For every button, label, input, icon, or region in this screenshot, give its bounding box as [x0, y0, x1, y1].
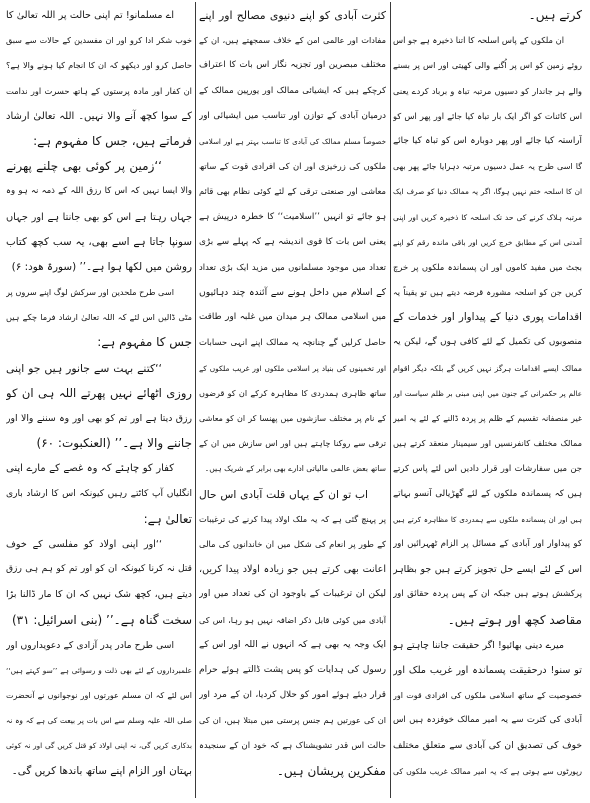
text-line: اعانت بھی کرتے ہیں جو زیادہ اولاد پیدا کریں، — [199, 564, 386, 576]
quote-line: ‘‘کتنے بہت سے جانور ہیں جو اپنی — [6, 361, 162, 375]
text-line: کے اسلام میں داخل ہونے سے آئندہ چند دہائیوں — [199, 287, 386, 299]
text-line: ممالک مختلف کانفرنسیں اور سیمینار منعقد کرتے ہیں — [393, 438, 582, 449]
quote-line: سونپا جاتا ہے اسے بھی، یہ سب کچھ کتاب — [6, 235, 192, 248]
text-line: درمیان آبادی کے توازن اور تناسب میں ایشیائی اور — [199, 110, 386, 121]
text-line: ملکوں کی زرخیزی اور ان کی افرادی قوت کے ساتھ — [199, 161, 386, 172]
text-line: اسی طرح ملحدین اور سرکش لوگ اپنے سروں پر — [6, 287, 174, 298]
quote-line: جہاں رہتا ہے اس کو بھی جانتا ہے اور جہاں — [6, 211, 192, 223]
text-line: آبادی کی کثرت سے یہ امیر ممالک خوفزدہ ہیں اس — [393, 715, 582, 726]
paragraph — [6, 280, 192, 356]
text-line: ہیں کہ پسماندہ ملکوں کے لئے گھڑیالی آنسو بہاتے — [393, 488, 582, 499]
column-divider — [195, 2, 196, 798]
text-line: گا اسی طرح یہ عمل دسیوں مرتبہ دہرایا جائے پھر بھی — [393, 162, 582, 172]
text-line: ممالک ایسے اقدامات ہرگز نہیں کریں گے بلکہ دیگر اقوام — [393, 363, 582, 373]
text-line: بدکاری کریں گی، نہ اپنی اولاد کو قتل کریں گی اور نہ کوئی — [6, 741, 192, 751]
quote-line: ‘‘اور اپنی اولاد کو مفلسی کے خوف — [6, 538, 162, 550]
text-line: منصوبوں کی تکمیل کے لئے کافی ہوں گے، لیکن یہ — [393, 337, 582, 348]
column-divider — [390, 2, 391, 798]
text-line: اسی طرح مادر پدر آزادی کے دعویداروں اور — [6, 639, 174, 651]
text-line: حاصل کرو اور دیکھو کہ ان کا انجام کیا ہونے والا ہے؟ — [6, 60, 192, 71]
text-line: خصوصیت کے ساتھ اسلامی ملکوں کی افرادی قوت اور — [393, 691, 582, 701]
paragraph — [393, 28, 582, 633]
text-line: پرکشش ہوتے ہیں جبکہ ان کے پس پردہ حقائق اور — [393, 589, 582, 600]
text-line: ساتھ بعض عالمی مالیاتی ادارے بھی برابر کے شریک ہیں۔ — [204, 464, 386, 474]
column-left — [6, 3, 192, 784]
text-line: حالت اس قدر تشویشناک ہے کہ خود ان کے سنجیدہ — [199, 740, 386, 751]
text-line: اقدامات پوری دنیا کے پیداوار اور خدمات کے — [393, 311, 582, 324]
text-line: کے نام پر مختلف سازشوں میں پھنسا کر ان کو معاشی — [199, 414, 386, 423]
quote-line: قتل نہ کرنا کیونکہ ان کو اور تم کو ہم ہی رزق — [6, 564, 192, 575]
text-line: کرتے ہیں۔ — [528, 8, 582, 22]
text-line: غیر منصفانہ تقسیم کے ظلم پر پردہ ڈالنے کے لئے یہ امیر — [393, 414, 582, 423]
paragraph — [393, 3, 582, 28]
text-line: رپورٹوں سے ہوتی ہے کہ یہ امیر ممالک غریب ملکوں کی — [393, 766, 582, 776]
text-line: والے ہر جاندار کو دسیوں مرتبہ تباہ و برباد کردے یعنی — [393, 85, 582, 96]
text-line: صلی اللہ علیہ وسلم سے اس بات پر بیعت کی ہے کہ وہ نہ — [6, 716, 192, 726]
text-line: قرار دیئے ہوئے امور کو حلال کردیا، ان کے مرد اور — [199, 690, 386, 701]
text-line: کریں جن کو اسلحہ مشورہ قرضہ دیتے ہیں تو یقیناً یہ — [393, 287, 582, 298]
text-line: کے سوا کچھ آنے والا نہیں۔ اللہ تعالیٰ ارشاد — [6, 110, 192, 122]
text-line: ان کا اسلحہ ختم نہیں ہوگا، اگر یہ ممالک دنیا کو صرف ایک — [393, 187, 582, 197]
quote-line: سخت گناہ ہے۔’’ (بنی اسرائیل: ۳۱) — [11, 612, 192, 627]
text-line: لیکن ان ترغیبات کے باوجود ان کی تعداد میں اور — [199, 589, 386, 600]
text-line: خوب شکر ادا کرو اور ان مفسدین کے حالات سے سبق — [6, 36, 192, 46]
text-line: میرے دینی بھائیو! اگر حقیقت جاننا چاہتے ہو — [393, 639, 564, 651]
text-line: ان ملکوں کے پاس اسلحہ کا اتنا ذخیرہ ہے جو اس — [393, 35, 564, 46]
text-line: مختلف مبصرین اور تجزیہ نگار اس بات کا اعتراف — [199, 60, 386, 71]
quote-line: ‘‘زمین پر کوئی بھی چلنے پھرنے — [6, 159, 162, 174]
paragraph — [6, 633, 192, 784]
text-line: جن میں سفارشات اور قرار دادیں اس لئے پاس کرتے — [393, 463, 582, 474]
text-line: ترقی سے روکنا چاہتے ہیں اور اس سازش میں ان کے — [199, 438, 386, 449]
text-line: مفادات اور عالمی امن کے خلاف سمجھتے ہیں، ان کے — [199, 35, 386, 46]
text-line: اب تو ان کے یہاں قلت آبادی اس حال — [199, 487, 368, 501]
text-line: تعداد میں موجود مسلمانوں میں مزید ایک بڑی تعداد — [199, 261, 386, 272]
text-line: اس کے لئے ایسے حل تجویز کرتے ہیں جو بظاہر — [393, 564, 582, 576]
text-line: یعنی اس بات کا قوی اندیشہ ہے کہ پہلے سے بڑی — [199, 236, 386, 247]
paragraph — [6, 3, 192, 154]
text-line: کرچکے ہیں کہ ایشیائی ممالک اور یورپین ممالک کے — [199, 85, 386, 96]
text-line: ان کفار اور مادہ پرستوں کے ہاتھ حسرت اور ندامت — [6, 85, 192, 96]
paragraph — [199, 3, 386, 482]
text-line: اس کائنات کو اگر ایک بار تباہ کیا جائے اور پھر اس کو — [393, 110, 582, 121]
paragraph — [393, 633, 582, 784]
text-line: بجٹ میں مفید کاموں اور ان پسماندہ ملکوں پر خرچ — [393, 261, 582, 272]
text-line: جس کا مفہوم ہے: — [97, 335, 192, 350]
text-line: خصوصاً مسلم ممالک کی آبادی کا تناسب بہتر ہے اور اسلامی — [199, 136, 386, 146]
text-line: مفکرین پریشان ہیں۔ — [276, 763, 386, 778]
quotation — [6, 532, 192, 633]
text-line: کے طور پر انعام کی شکل میں ان خاندانوں کی مالی — [199, 538, 386, 549]
text-line: اے مسلمانو! تم اپنی حالت پر اللہ تعالیٰ کا — [6, 10, 174, 21]
paragraph — [6, 456, 192, 532]
text-line: اس لئے کہ ان مسلم عورتوں اور نوجوانوں نے آنحضرت — [6, 691, 192, 701]
text-line: فرماتے ہیں، جس کا مفہوم ہے: — [33, 133, 192, 148]
text-line: آمدنی اس کے مطابق خرچ کریں اور باقی ماندہ رقم کو اپنے — [393, 237, 582, 247]
text-line: آبادی میں کوئی قابل ذکر اضافہ نہیں ہو رہا، اس کی — [199, 614, 386, 625]
quotation — [6, 356, 192, 457]
text-line: علمبرداروں کے لئے بھی ذلت و رسوائی ہے ’’سو کہتے ہیں‘‘ — [6, 665, 192, 675]
text-line: ہو جائے تو انہیں ’’اسلامیت‘‘ کا خطرہ درپیش ہے — [199, 211, 386, 222]
text-line: کثرت آبادی کو اپنے دنیوی مصالح اور اپنے — [199, 9, 386, 22]
text-line: ہیں اور ان پسماندہ ملکوں سے ہمدردی کا مظاہرہ کرتے ہیں — [393, 514, 582, 524]
quote-line: روشن میں لکھا ہوا ہے۔’’ (سورۃ ھود: ۶) — [11, 260, 192, 273]
text-line: مقاصد کچھ اور ہوتے ہیں۔ — [447, 612, 582, 627]
text-line: پر پہنچ گئی ہے کہ یہ ملک اولاد پیدا کرنے کی ترغیبات — [199, 513, 386, 524]
text-line: انگلیاں آپ کاٹتے رہیں کیونکہ اس کا ارشاد باری — [6, 488, 192, 499]
text-line: تعالیٰ ہے: — [143, 511, 192, 526]
text-line: رسول کی ہدایات کو پس پشت ڈالتے ہوئے حرام — [199, 664, 386, 675]
text-line: ان کی عورتیں ہم جنس پرستی میں مبتلا ہیں، ان کی — [199, 715, 386, 726]
text-line: ساتھ ظاہری ہمدردی کا مظاہرہ کرکے ان کو قرضوں — [199, 387, 386, 398]
quote-line: روزی اٹھائے نہیں پھرتے اللہ ہی ان کو — [6, 385, 192, 400]
text-line: کو پیداوار اور آبادی کے مسائل پر الزام ٹھہرائیں اور — [393, 538, 582, 549]
text-line: مٹی ڈالیں اس لئے کہ اللہ تعالیٰ ارشاد فرما چکے ہیں — [6, 312, 192, 323]
text-line: حاصل کرلیں گے چنانچہ یہ ممالک اپنے انہی حسابات — [199, 337, 386, 348]
text-line: مرتبہ ہلاک کرنے کی حد تک اسلحہ کا ذخیرہ کریں اور اپنی — [393, 212, 582, 222]
column-right — [393, 3, 582, 784]
text-line: عالم پر حکمرانی کے جنون میں اپنی مبنی بر ظلم سیاست اور — [393, 388, 582, 398]
text-line: تو سنو! درحقیقت پسماندہ اور غریب ملک اور — [393, 664, 582, 676]
text-line: ایک وجہ یہ بھی ہے کہ انہوں نے اللہ اور اس کے — [199, 639, 386, 650]
text-line: کفار کو چاہئے کہ وہ غصے کے مارے اپنی — [6, 463, 174, 475]
quotation — [6, 154, 192, 280]
quote-line: جاننے والا ہے۔’’ (العنکبوت: ۶۰) — [36, 436, 192, 451]
text-line: خوف کی تصدیق ان کی آبادی سے متعلق مختلف — [393, 740, 582, 752]
paragraph — [199, 482, 386, 784]
quote-line: والا ایسا نہیں کہ اس کا رزق اللہ کے ذمہ نہ ہو وہ — [6, 186, 192, 197]
text-line: بہتان اور الزام اپنے ساتھ باندھا کریں گی۔ — [11, 764, 192, 777]
text-line: میں اسلامی ممالک ہر میدان میں غلبہ اور طاقت — [199, 312, 386, 323]
quote-line: دیتے ہیں، کچھ شک نہیں کہ ان کا مار ڈالنا بڑا — [6, 589, 192, 601]
column-middle — [199, 3, 386, 784]
quote-line: رزق دیتا ہے اور تم کو بھی اور وہ سننے والا اور — [6, 413, 192, 424]
text-line: روئے زمین کو اس پر اُگنے والی کھیتی اور اس پر بسنے — [393, 60, 582, 71]
text-line: اور تخمینوں کی بنیاد پر اسلامی ملکوں اور غریب ملکوں کے — [199, 363, 386, 373]
text-line: آراستہ کیا جائے اور پھر دوبارہ اس کو تباہ کیا جائے — [393, 135, 582, 146]
text-line: معاشی اور صنعتی ترقی کے لئے کوئی نظام بھی قائم — [199, 186, 386, 197]
